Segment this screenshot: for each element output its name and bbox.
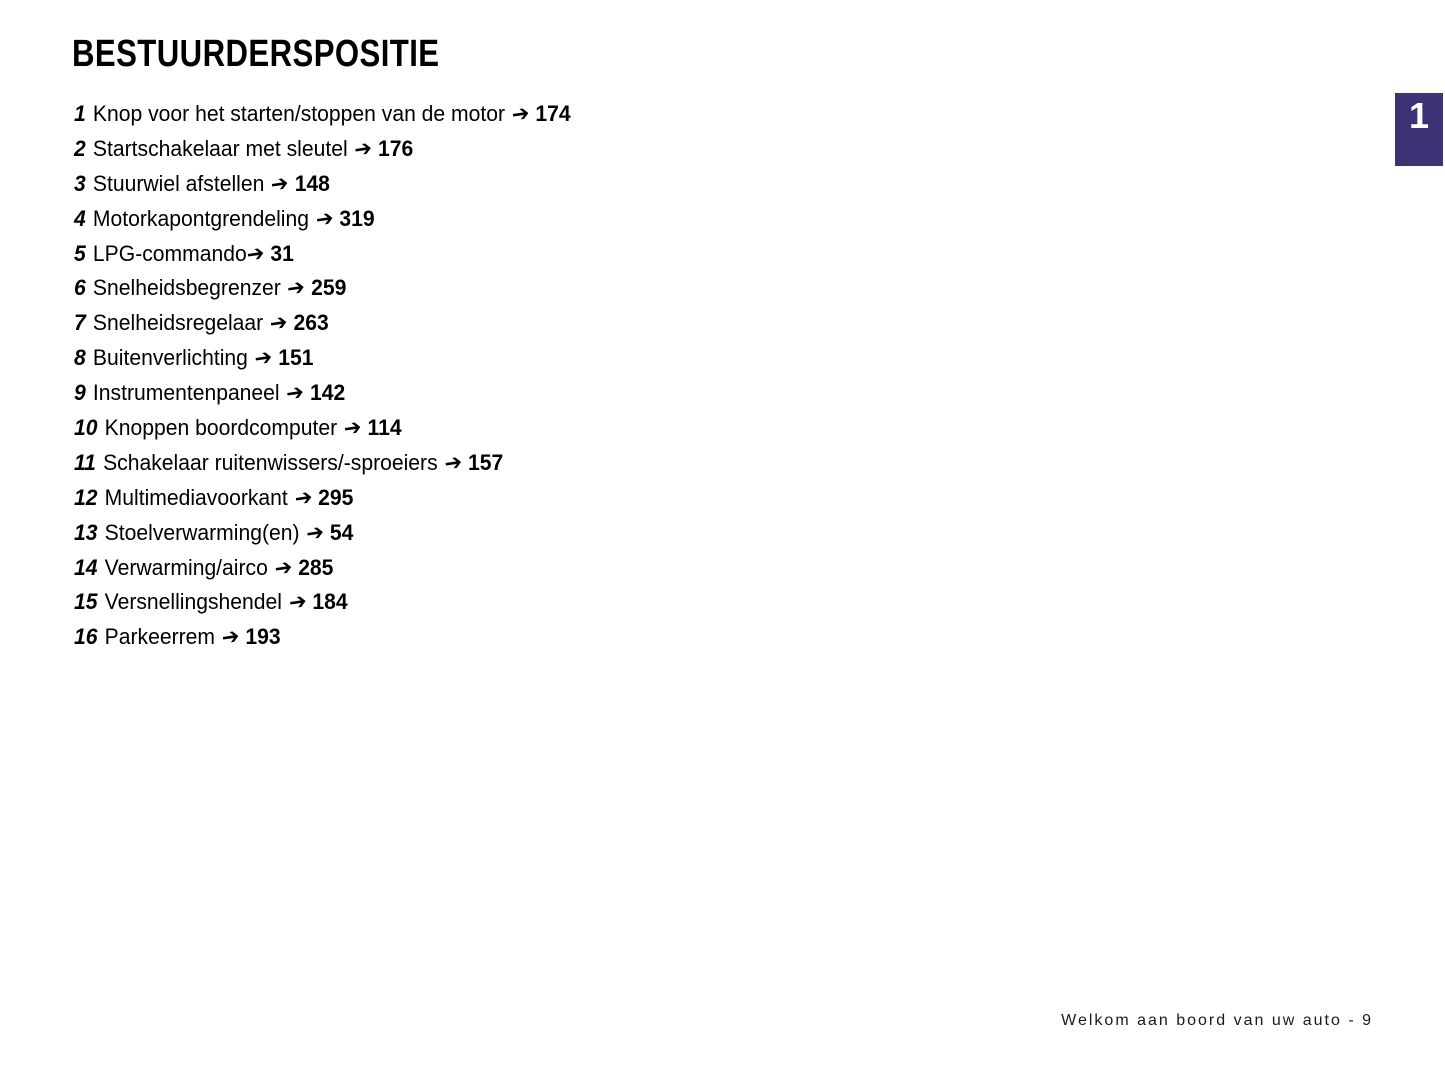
item-number: 15 [74, 589, 98, 615]
item-page-ref: 114 [367, 415, 402, 441]
item-number: 4 [74, 205, 86, 231]
item-page-ref: 142 [309, 380, 346, 406]
item-number: 5 [74, 240, 86, 266]
item-page-ref: 148 [294, 170, 330, 196]
page-arrow-icon: ➔ [220, 623, 241, 651]
chapter-number: 1 [1408, 95, 1430, 136]
page-arrow-icon: ➔ [342, 413, 364, 442]
page-arrow-icon: ➔ [510, 99, 531, 128]
item-label: Snelheidsregelaar [92, 310, 264, 336]
list-item [74, 481, 571, 516]
item-label: Verwarming/airco [104, 554, 268, 580]
item-number: 6 [74, 275, 86, 301]
list-item [74, 202, 571, 237]
item-label: Motorkapontgrendeling [92, 205, 309, 231]
item-page-ref: 319 [339, 205, 375, 231]
page-title: BESTUURDERSPOSITIE [72, 33, 440, 75]
item-label: Versnellingshendel [104, 589, 282, 615]
list-item [74, 516, 571, 551]
item-label: LPG-commando [92, 240, 247, 266]
item-page-ref: 157 [467, 449, 504, 475]
item-label: Buitenverlichting [92, 345, 248, 371]
chapter-tab [1395, 93, 1443, 166]
item-page-ref: 285 [298, 554, 334, 580]
page-arrow-icon: ➔ [352, 134, 374, 163]
item-label: Snelheidsbegrenzer [92, 275, 281, 301]
item-label: Multimediavoorkant [104, 484, 288, 510]
list-item [74, 271, 571, 306]
item-number: 8 [74, 345, 86, 371]
item-page-ref: 174 [535, 101, 571, 126]
item-number: 2 [74, 135, 86, 161]
item-page-ref: 176 [378, 135, 414, 161]
page-arrow-icon: ➔ [284, 378, 306, 407]
item-number: 1 [74, 101, 86, 126]
list-item [74, 446, 571, 481]
page-arrow-icon: ➔ [268, 309, 290, 337]
page-arrow-icon: ➔ [269, 169, 291, 197]
list-item [74, 376, 571, 411]
item-number: 3 [74, 170, 86, 196]
list-item [74, 237, 571, 272]
list-item [74, 585, 571, 620]
item-number: 13 [74, 519, 98, 545]
list-item [74, 132, 571, 167]
item-page-ref: 193 [245, 624, 281, 650]
item-number: 12 [74, 484, 98, 510]
item-page-ref: 259 [311, 275, 347, 301]
item-label: Schakelaar ruitenwissers/-sproeiers [103, 449, 438, 475]
list-item [74, 620, 571, 655]
list-item [74, 551, 571, 586]
item-number: 14 [74, 554, 98, 580]
item-label: Instrumentenpaneel [92, 380, 280, 406]
list-item [74, 411, 571, 446]
page-arrow-icon: ➔ [287, 588, 308, 616]
page-arrow-icon: ➔ [272, 553, 294, 581]
item-label: Stuurwiel afstellen [92, 170, 265, 196]
list-item [74, 341, 571, 376]
item-number: 7 [74, 310, 86, 336]
item-number: 10 [74, 415, 98, 441]
item-number: 16 [74, 624, 98, 650]
item-page-ref: 263 [293, 310, 329, 336]
page-arrow-icon: ➔ [304, 518, 326, 546]
page-arrow-icon: ➔ [292, 483, 314, 511]
list-item [74, 306, 571, 341]
item-page-ref: 184 [312, 589, 348, 615]
page-arrow-icon: ➔ [314, 204, 335, 232]
page-arrow-icon: ➔ [244, 239, 266, 267]
item-page-ref: 31 [270, 240, 294, 266]
page-arrow-icon: ➔ [252, 344, 274, 372]
item-label: Stoelverwarming(en) [104, 519, 300, 545]
list-item [74, 167, 571, 202]
item-label: Knoppen boordcomputer [104, 415, 338, 441]
legend-list [74, 97, 591, 655]
page-arrow-icon: ➔ [442, 448, 464, 477]
list-item [74, 97, 571, 132]
item-label: Knop voor het starten/stoppen van de motor [92, 101, 506, 126]
item-number: 9 [74, 380, 86, 406]
item-number: 11 [74, 449, 96, 475]
page-arrow-icon: ➔ [285, 274, 307, 302]
item-label: Startschakelaar met sleutel [92, 135, 348, 161]
item-page-ref: 54 [329, 519, 354, 545]
item-label: Parkeerrem [104, 624, 215, 650]
item-page-ref: 151 [278, 345, 314, 371]
item-page-ref: 295 [318, 484, 354, 510]
footer-text: Welkom aan boord van uw auto - 9 [1061, 1012, 1373, 1029]
